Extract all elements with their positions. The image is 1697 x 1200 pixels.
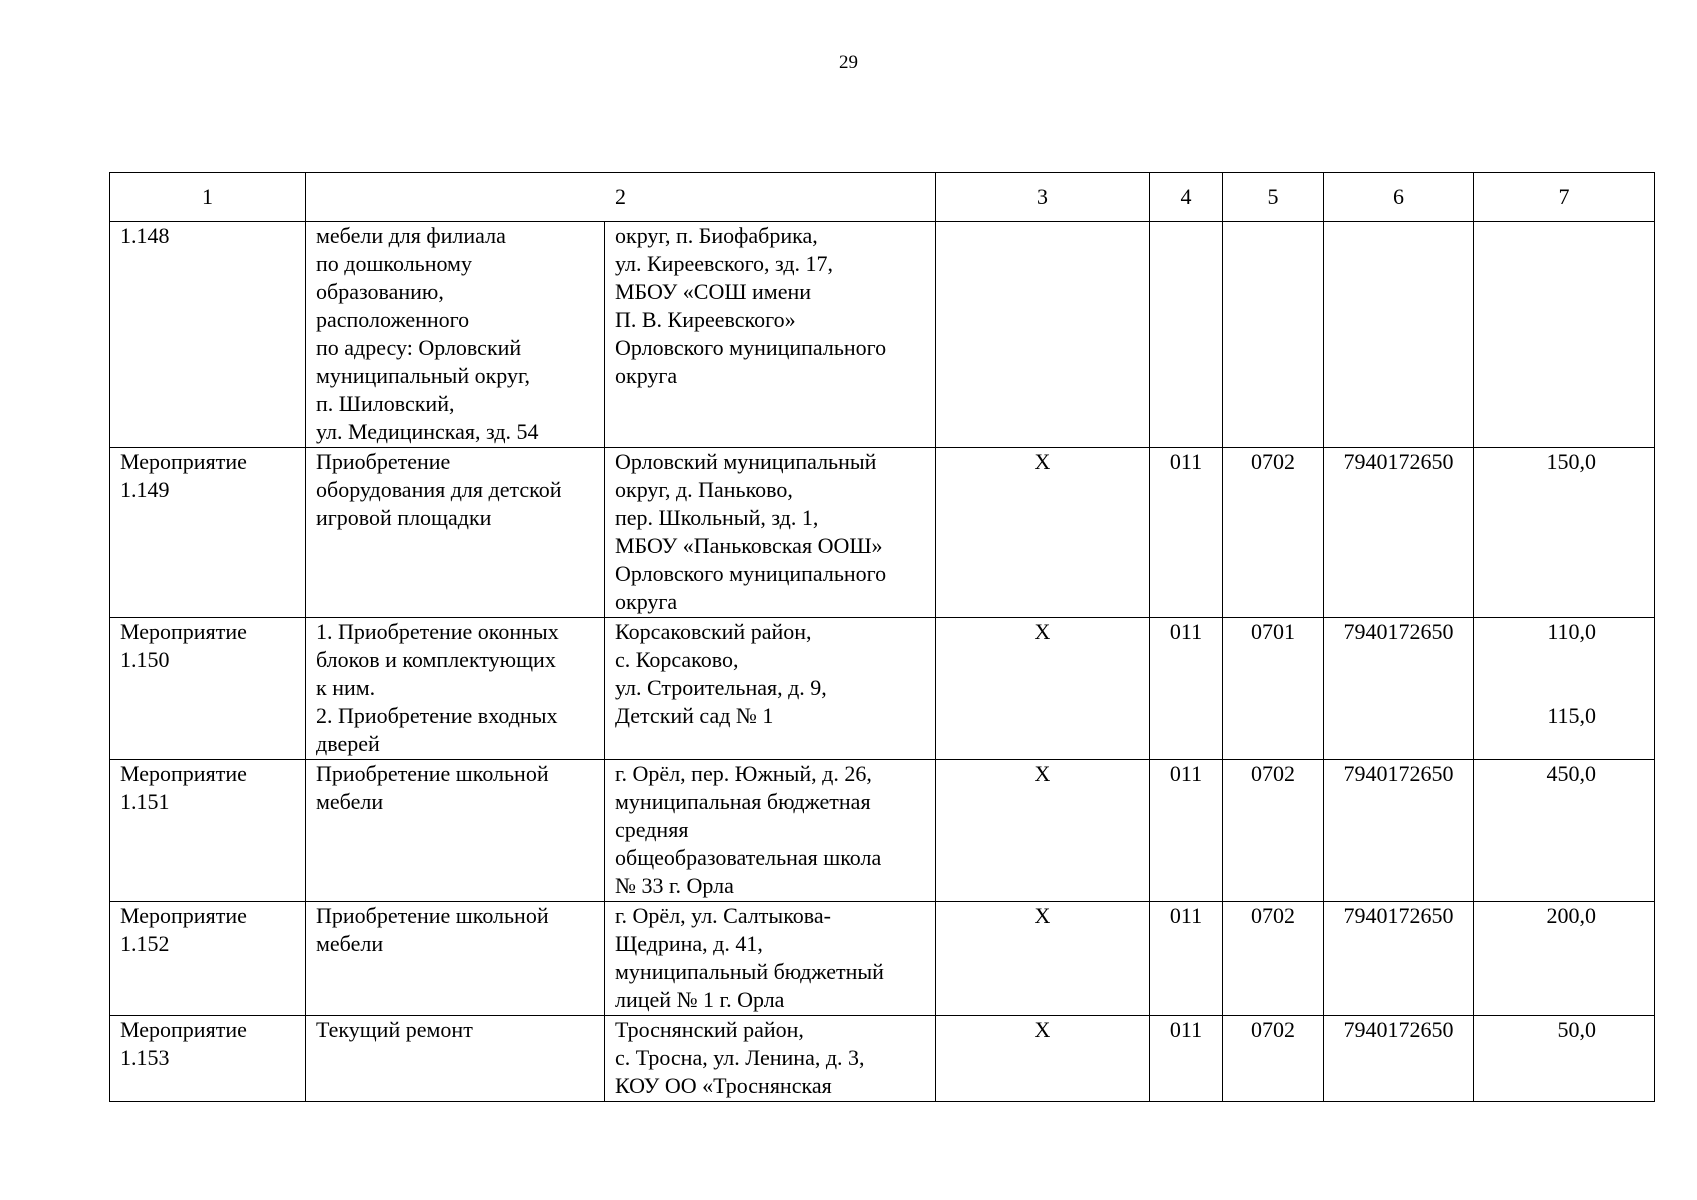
col4-cell: 011 xyxy=(1150,618,1223,760)
col3-cell: Х xyxy=(936,902,1150,1016)
measure-name-cell-line: Приобретение школьной xyxy=(316,903,549,928)
measure-id-cell-line: Мероприятие xyxy=(120,1017,247,1042)
address-cell-line: ул. Киреевского, зд. 17, xyxy=(615,251,834,276)
table-row xyxy=(110,222,1655,448)
measure-name-cell-line: Приобретение школьной xyxy=(316,761,549,786)
address-cell-line: муниципальная бюджетная xyxy=(615,789,871,814)
address-cell-line: Корсаковский район, xyxy=(615,619,812,644)
page-number: 29 xyxy=(839,52,858,73)
amount-cell xyxy=(1474,618,1655,760)
measure-id-cell xyxy=(110,760,306,902)
address-cell-line: муниципальный бюджетный xyxy=(615,959,884,984)
address-cell-line: МБОУ «СОШ имени xyxy=(615,279,812,304)
measure-name-cell xyxy=(306,760,605,902)
amount-value: 50,0 xyxy=(1557,1017,1596,1042)
measure-name-cell-line: мебели xyxy=(316,789,384,814)
col3-cell: Х xyxy=(936,760,1150,902)
measure-name-cell-line: дверей xyxy=(316,731,380,756)
address-cell-line: лицей № 1 г. Орла xyxy=(615,987,785,1012)
measure-name-cell-line: к ним. xyxy=(316,675,376,700)
address-cell-line: Детский сад № 1 xyxy=(615,703,774,728)
col5-cell: 0702 xyxy=(1223,448,1324,618)
address-cell-line: КОУ ОО «Троснянская xyxy=(615,1073,832,1098)
measures-table xyxy=(109,172,1655,1102)
measure-id-cell xyxy=(110,448,306,618)
col5-cell: 0702 xyxy=(1223,1016,1324,1102)
address-cell xyxy=(605,448,936,618)
col5-cell xyxy=(1223,222,1324,448)
table-row xyxy=(110,902,1655,1016)
measure-name-cell-line: мебели xyxy=(316,931,384,956)
kbk-cell xyxy=(1324,222,1474,448)
measure-name-cell xyxy=(306,448,605,618)
measure-id-cell-line: Мероприятие xyxy=(120,619,247,644)
col3-cell: Х xyxy=(936,448,1150,618)
table-row xyxy=(110,618,1655,760)
address-cell xyxy=(605,760,936,902)
header-col-1: 1 xyxy=(110,173,306,222)
address-cell-line: Троснянский район, xyxy=(615,1017,804,1042)
address-cell-line: округ, д. Паньково, xyxy=(615,477,793,502)
col4-cell: 011 xyxy=(1150,760,1223,902)
amount-cell xyxy=(1474,222,1655,448)
kbk-cell: 7940172650 xyxy=(1324,760,1474,902)
header-col-5: 5 xyxy=(1223,173,1324,222)
measure-name-cell-line: по дошкольному xyxy=(316,251,472,276)
address-cell-line: округа xyxy=(615,589,678,614)
measure-id-cell-line: 1.153 xyxy=(120,1045,170,1070)
amount-value: 200,0 xyxy=(1546,903,1596,928)
col3-cell xyxy=(936,222,1150,448)
measure-name-cell-line: игровой площадки xyxy=(316,505,492,530)
measure-name-cell-line: образованию, xyxy=(316,279,444,304)
address-cell-line: г. Орёл, ул. Салтыкова- xyxy=(615,903,831,928)
measure-id-cell-line: Мероприятие xyxy=(120,449,247,474)
measure-id-cell-line: Мероприятие xyxy=(120,761,247,786)
address-cell-line: округа xyxy=(615,363,678,388)
address-cell xyxy=(605,902,936,1016)
address-cell-line: Щедрина, д. 41, xyxy=(615,931,763,956)
address-cell-line: с. Корсаково, xyxy=(615,647,739,672)
address-cell xyxy=(605,1016,936,1102)
amount-gap xyxy=(1484,646,1596,674)
address-cell xyxy=(605,618,936,760)
measure-name-cell xyxy=(306,902,605,1016)
measure-name-cell-line: 2. Приобретение входных xyxy=(316,703,558,728)
amount-cell xyxy=(1474,760,1655,902)
amount-cell xyxy=(1474,902,1655,1016)
header-row xyxy=(110,173,1655,222)
measure-name-cell-line: 1. Приобретение оконных xyxy=(316,619,559,644)
kbk-cell: 7940172650 xyxy=(1324,1016,1474,1102)
address-cell-line: пер. Школьный, зд. 1, xyxy=(615,505,819,530)
measure-name-cell xyxy=(306,618,605,760)
col5-cell: 0701 xyxy=(1223,618,1324,760)
address-cell-line: средняя xyxy=(615,817,689,842)
measure-name-cell-line: блоков и комплектующих xyxy=(316,647,556,672)
measure-name-cell-line: ул. Медицинская, зд. 54 xyxy=(316,419,539,444)
amount-gap xyxy=(1484,674,1596,702)
amount-value: 450,0 xyxy=(1546,761,1596,786)
measure-name-cell xyxy=(306,1016,605,1102)
header-col-6: 6 xyxy=(1324,173,1474,222)
header-col-2: 2 xyxy=(306,173,936,222)
measure-id-cell xyxy=(110,222,306,448)
measure-id-cell-line: Мероприятие xyxy=(120,903,247,928)
amount-value: 110,0 xyxy=(1547,619,1596,644)
kbk-cell: 7940172650 xyxy=(1324,448,1474,618)
col3-cell: Х xyxy=(936,1016,1150,1102)
measure-name-cell-line: оборудования для детской xyxy=(316,477,562,502)
header-col-4: 4 xyxy=(1150,173,1223,222)
header-col-7: 7 xyxy=(1474,173,1655,222)
address-cell-line: ул. Строительная, д. 9, xyxy=(615,675,827,700)
measure-id-cell-line: 1.148 xyxy=(120,223,170,248)
kbk-cell: 7940172650 xyxy=(1324,902,1474,1016)
measure-id-cell-line: 1.152 xyxy=(120,931,170,956)
table-row xyxy=(110,1016,1655,1102)
measure-name-cell-line: муниципальный округ, xyxy=(316,363,531,388)
address-cell-line: Орловского муниципального xyxy=(615,561,887,586)
measure-id-cell-line: 1.150 xyxy=(120,647,170,672)
address-cell xyxy=(605,222,936,448)
address-cell-line: Орловского муниципального xyxy=(615,335,887,360)
measure-name-cell-line: Текущий ремонт xyxy=(316,1017,473,1042)
measure-name-cell-line: п. Шиловский, xyxy=(316,391,455,416)
table-body xyxy=(110,222,1655,1102)
header-col-3: 3 xyxy=(936,173,1150,222)
measure-id-cell-line: 1.151 xyxy=(120,789,170,814)
col4-cell: 011 xyxy=(1150,902,1223,1016)
measure-id-cell xyxy=(110,1016,306,1102)
col5-cell: 0702 xyxy=(1223,760,1324,902)
col5-cell: 0702 xyxy=(1223,902,1324,1016)
col4-cell xyxy=(1150,222,1223,448)
measure-id-cell xyxy=(110,618,306,760)
measure-id-cell-line: 1.149 xyxy=(120,477,170,502)
col3-cell: Х xyxy=(936,618,1150,760)
col4-cell: 011 xyxy=(1150,1016,1223,1102)
address-cell-line: Орловский муниципальный xyxy=(615,449,877,474)
kbk-cell: 7940172650 xyxy=(1324,618,1474,760)
measure-name-cell xyxy=(306,222,605,448)
address-cell-line: МБОУ «Паньковская ООШ» xyxy=(615,533,883,558)
measure-name-cell-line: по адресу: Орловский xyxy=(316,335,522,360)
measure-name-cell-line: расположенного xyxy=(316,307,470,332)
amount-value: 115,0 xyxy=(1547,703,1596,728)
address-cell-line: г. Орёл, пер. Южный, д. 26, xyxy=(615,761,872,786)
address-cell-line: округ, п. Биофабрика, xyxy=(615,223,818,248)
measure-id-cell xyxy=(110,902,306,1016)
address-cell-line: общеобразовательная школа xyxy=(615,845,882,870)
address-cell-line: № 33 г. Орла xyxy=(615,873,734,898)
table-row xyxy=(110,448,1655,618)
amount-cell xyxy=(1474,1016,1655,1102)
measure-name-cell-line: мебели для филиала xyxy=(316,223,506,248)
address-cell-line: с. Тросна, ул. Ленина, д. 3, xyxy=(615,1045,865,1070)
table-row xyxy=(110,760,1655,902)
address-cell-line: П. В. Киреевского» xyxy=(615,307,796,332)
col4-cell: 011 xyxy=(1150,448,1223,618)
measure-name-cell-line: Приобретение xyxy=(316,449,451,474)
amount-value: 150,0 xyxy=(1546,449,1596,474)
amount-cell xyxy=(1474,448,1655,618)
